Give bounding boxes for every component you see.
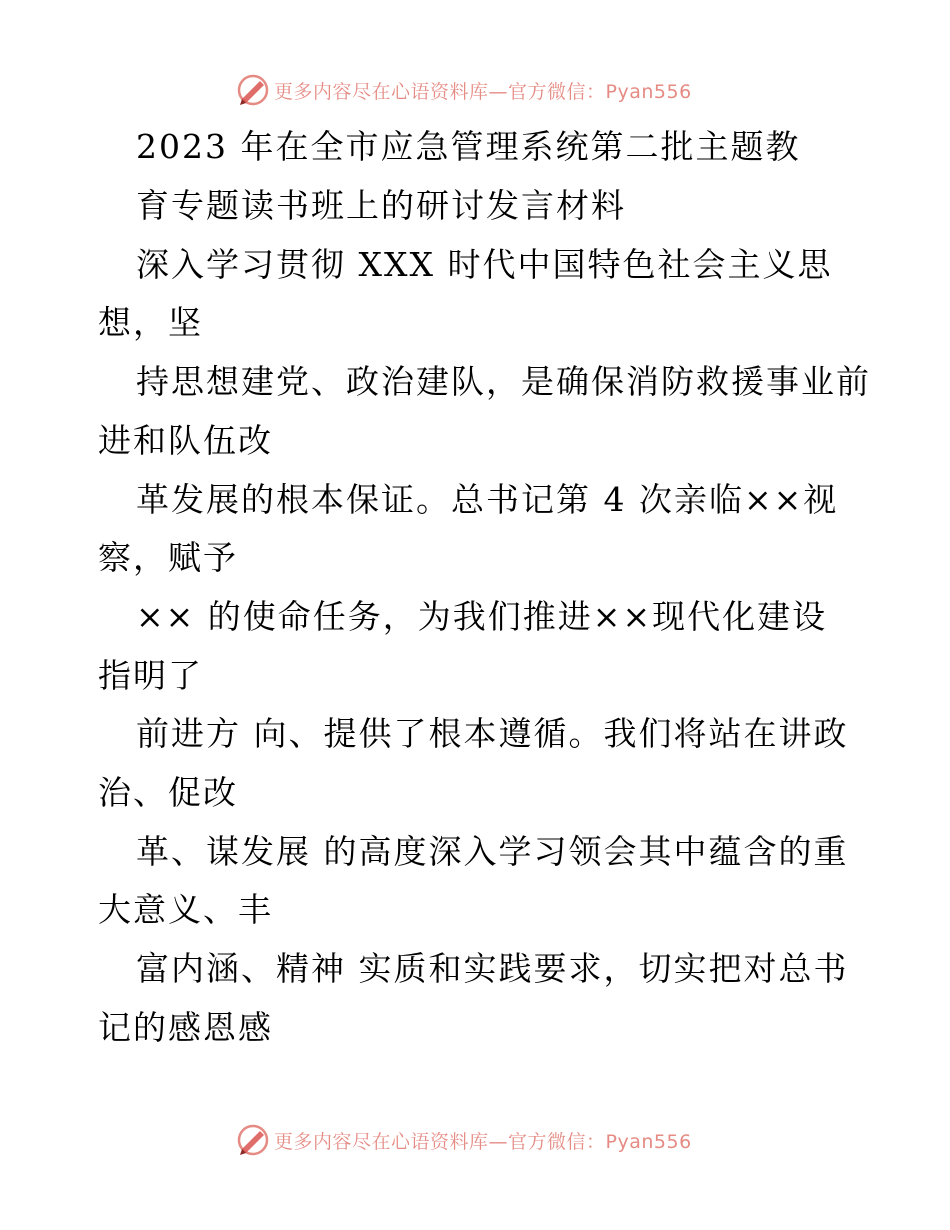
paragraph-line: 大意义、丰 (98, 890, 273, 929)
paragraph-line: 持思想建党、政治建队，是确保消防救援事业前 (136, 362, 871, 401)
paragraph-line: 察，赋予 (98, 538, 238, 577)
paragraph-line: 进和队伍改 (98, 421, 273, 460)
title-line-2: 育专题读书班上的研讨发言材料 (136, 186, 626, 225)
header-watermark (236, 72, 692, 108)
paragraph-line: ×× 的使命任务，为我们推进××现代化建设 (136, 597, 828, 636)
paragraph-line: 前进方 向、提供了根本遵循。我们将站在讲政 (136, 714, 849, 753)
pen-logo-icon (236, 1123, 270, 1157)
paragraph-line: 想，坚 (98, 303, 203, 342)
title-line-1: 2023 年在全市应急管理系统第二批主题教 (136, 127, 801, 166)
paragraph-line: 富内涵、精神 实质和实践要求，切实把对总书 (136, 949, 849, 988)
watermark-text: 更多内容尽在心语资料库—官方微信：Pyan556 (274, 1130, 692, 1153)
paragraph-line: 深入学习贯彻 XXX 时代中国特色社会主义思 (136, 245, 833, 284)
paragraph-line: 治、促改 (98, 773, 238, 812)
paragraph-line: 记的感恩感 (98, 1008, 273, 1047)
pen-logo-icon (236, 73, 270, 107)
watermark-text: 更多内容尽在心语资料库—官方微信：Pyan556 (274, 80, 692, 103)
paragraph-line: 革发展的根本保证。总书记第 4 次亲临××视 (136, 480, 839, 519)
paragraph-line: 革、谋发展 的高度深入学习领会其中蕴含的重 (136, 832, 849, 871)
footer-watermark (236, 1122, 692, 1158)
paragraph-line: 指明了 (98, 656, 203, 695)
